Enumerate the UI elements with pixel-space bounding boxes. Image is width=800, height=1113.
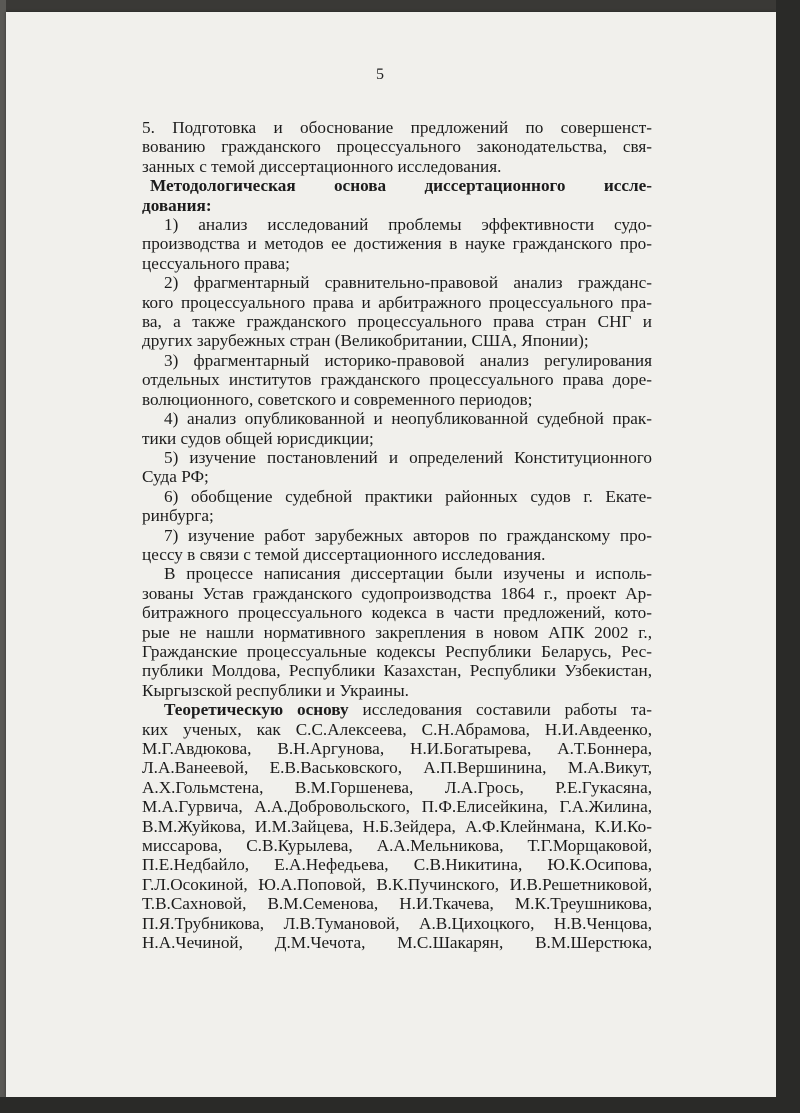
text-line: цессу в связи с темой диссертационного исследования. <box>142 544 546 564</box>
text-line: 7) изучение работ зарубежных авторов по гражданскому про- <box>164 525 652 545</box>
text-line: П.Е.Недбайло, Е.А.Нефедьева, С.В.Никитина, Ю.К.Осипова, <box>142 855 652 875</box>
text-line: производства и методов ее достижения в науке гражданского про- <box>142 234 652 254</box>
document-body <box>142 118 652 952</box>
methodology-heading <box>142 176 652 215</box>
text-line: П.Я.Трубникова, Л.В.Тумановой, А.В.Цихоцкого, Н.В.Ченцова, <box>142 913 652 933</box>
text-line: других зарубежных стран (Великобритании, США, Японии); <box>142 331 589 351</box>
text-line: ринбурга; <box>142 506 214 526</box>
page-number: 5 <box>376 66 384 83</box>
text-line: кого процессуального права и арбитражного процессуального пра- <box>142 292 652 312</box>
text-line: 6) обобщение судебной практики районных судов г. Екате- <box>164 486 652 506</box>
text-line <box>142 700 652 719</box>
text-line: 2) фрагментарный сравнительно-правовой анализ гражданс- <box>164 273 652 293</box>
text-line: рые не нашли нормативного закрепления в новом АПК 2002 г., <box>142 622 652 642</box>
text-line: Т.В.Сахновой, В.М.Семенова, Н.И.Ткачева, М.К.Треушникова, <box>142 894 652 914</box>
list-item-2 <box>142 273 652 351</box>
text-line: 5. Подготовка и обоснование предложений по совершенст- <box>142 118 652 137</box>
list-item-1 <box>142 215 652 273</box>
text-line: М.А.Гурвича, А.А.Добровольского, П.Ф.Елисейкина, Г.А.Жилина, <box>142 797 652 817</box>
text-line: волюционного, советского и современного периодов; <box>142 389 533 409</box>
text-line: занных с темой диссертационного исследования. <box>142 156 502 176</box>
list-item-5 <box>142 448 652 487</box>
text-line: В процессе написания диссертации были изучены и исполь- <box>164 564 652 584</box>
text-line: 5) изучение постановлений и определений Конституционного <box>164 447 652 467</box>
text-line: вованию гражданского процессуального законодательства, свя- <box>142 137 652 157</box>
text-line: А.Х.Гольмстена, В.М.Горшенева, Л.А.Грось, Р.Е.Гукасяна, <box>142 777 652 797</box>
paragraph-item-5 <box>142 118 652 176</box>
text-line: М.Г.Авдюкова, В.Н.Аргунова, Н.И.Богатырева, А.Т.Боннера, <box>142 739 652 758</box>
heading-line: дования: <box>142 195 212 215</box>
sources-paragraph <box>142 564 652 700</box>
list-item-4 <box>142 409 652 448</box>
text-line: зованы Устав гражданского судопроизводства 1864 г., проект Ар- <box>142 583 652 603</box>
list-item-3 <box>142 351 652 409</box>
text-line: публики Молдова, Республики Казахстан, Республики Узбекистан, <box>142 661 652 681</box>
theoretical-basis-lead-rest: исследования составили работы та- <box>348 700 652 720</box>
text-line: Гражданские процессуальные кодексы Республики Беларусь, Рес- <box>142 641 652 661</box>
text-line: ва, а также гражданского процессуального права стран СНГ и <box>142 312 652 332</box>
text-line: ких ученых, как С.С.Алексеева, С.Н.Абрамова, Н.И.Авдеенко, <box>142 719 652 739</box>
list-item-6 <box>142 487 652 526</box>
text-line: Г.Л.Осокиной, Ю.А.Поповой, В.К.Пучинского, И.В.Решетниковой, <box>142 874 652 894</box>
scan-background-bottom <box>0 1097 800 1113</box>
text-line: 3) фрагментарный историко-правовой анализ регулирования <box>164 350 652 370</box>
text-line: тики судов общей юрисдикции; <box>142 428 374 448</box>
text-line: отдельных институтов гражданского процессуального права доре- <box>142 370 652 390</box>
theoretical-basis-lead: Теоретическую основу <box>164 700 349 720</box>
text-line: битражного процессуального кодекса в части предложений, кото- <box>142 603 652 623</box>
text-line: В.М.Жуйкова, И.М.Зайцева, Н.Б.Зейдера, А.Ф.Клейнмана, К.И.Ко- <box>142 816 652 836</box>
text-line: цессуального права; <box>142 253 290 273</box>
text-line: 1) анализ исследований проблемы эффективности судо- <box>164 215 652 235</box>
heading-line: Методологическая основа диссертационного иссле- <box>150 176 652 196</box>
theoretical-basis-paragraph <box>142 700 652 952</box>
scan-background-right <box>776 0 800 1113</box>
list-item-7 <box>142 526 652 565</box>
text-line: Н.А.Чечиной, Д.М.Чечота, М.С.Шакарян, В.М.Шерстюка, <box>142 933 652 953</box>
text-line: Суда РФ; <box>142 467 209 487</box>
text-line: 4) анализ опубликованной и неопубликованной судебной прак- <box>164 409 652 429</box>
text-line: миссарова, С.В.Курылева, А.А.Мельникова, Т.Г.Морщаковой, <box>142 836 652 856</box>
text-line: Л.А.Ванеевой, Е.В.Васьковского, А.П.Вершинина, М.А.Викут, <box>142 758 652 778</box>
text-line: Кыргызской республики и Украины. <box>142 680 409 700</box>
